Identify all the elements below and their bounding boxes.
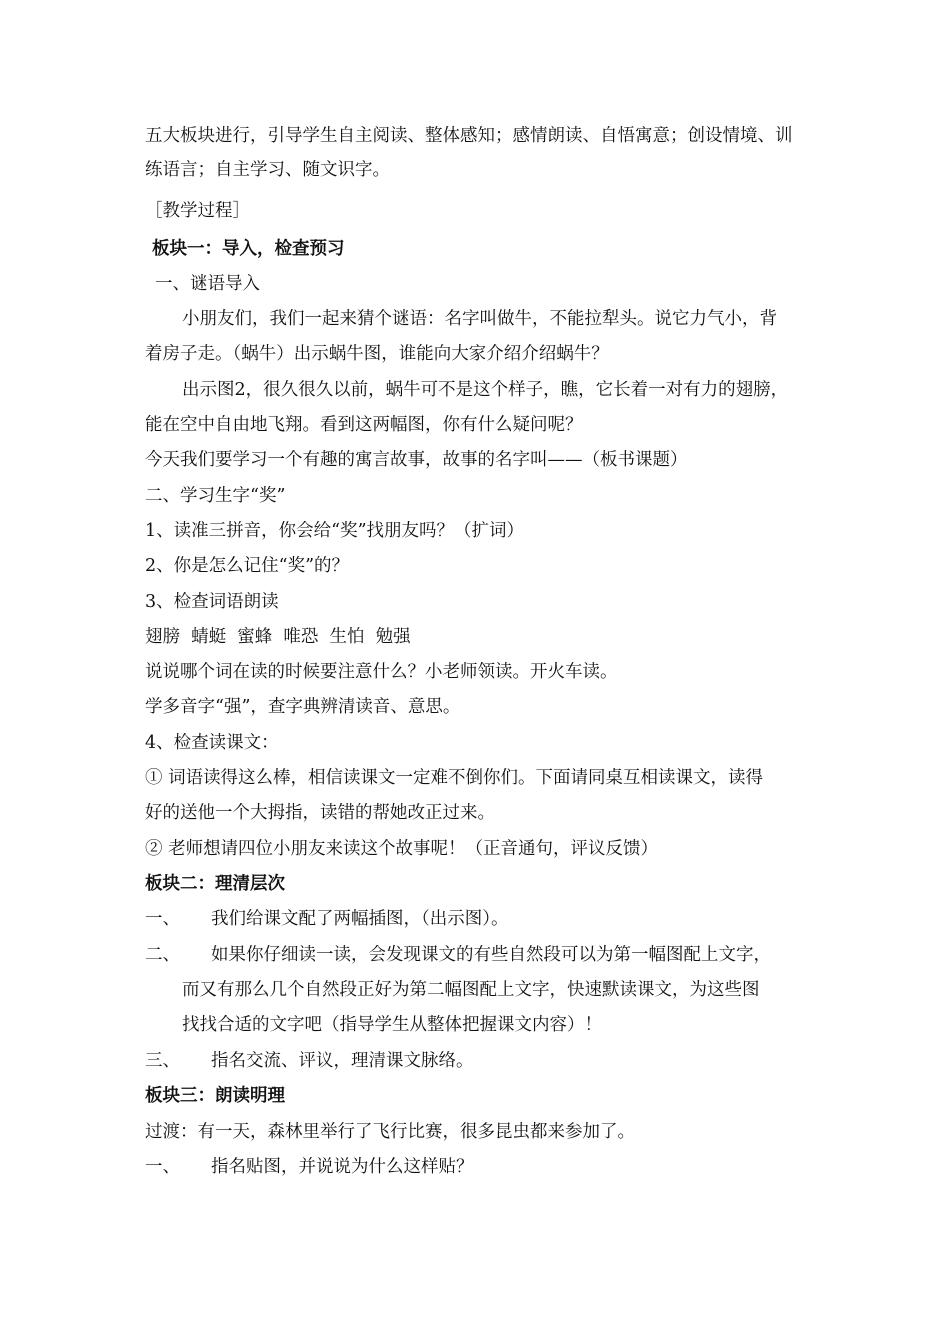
list-number: 三、 bbox=[145, 1051, 180, 1071]
vocabulary-words: 翅膀 蜻蜓 蜜蜂 唯恐 生怕 勉强 bbox=[145, 627, 411, 647]
block1-item1: 1、读准三拼音，你会给“奖”找朋友吗？（扩词） bbox=[145, 521, 525, 541]
intro-line-1: 五大板块进行，引导学生自主阅读、整体感知；感情朗读、自悟寓意；创设情境、训 bbox=[145, 126, 793, 146]
circle1-line-1: ① 词语读得这么棒，相信读课文一定难不倒你们。下面请同桌互相读课文，读得 bbox=[145, 768, 764, 788]
block2-item-3 bbox=[145, 1049, 474, 1073]
block3-transition: 过渡：有一天，森林里举行了飞行比赛，很多昆虫都来参加了。 bbox=[145, 1122, 635, 1142]
block2-heading: 板块二：理清层次 bbox=[145, 874, 285, 894]
list-number: 二、 bbox=[145, 945, 180, 965]
block1-item2: 2、你是怎么记住“奖”的？ bbox=[145, 556, 350, 576]
list-text: 如果你仔细读一读，会发现课文的有些自然段可以为第一幅图配上文字， bbox=[211, 945, 771, 965]
list-number: 一、 bbox=[145, 1157, 180, 1177]
block1-item4: 4、检查读课文： bbox=[145, 733, 279, 753]
block3-item-1 bbox=[145, 1155, 474, 1179]
list-text: 我们给课文配了两幅插图，（出示图）。 bbox=[211, 909, 509, 929]
block1-sub2: 二、学习生字“奖” bbox=[145, 486, 286, 506]
block1-heading: 板块一：导入，检查预习 bbox=[152, 239, 345, 259]
circle2: ② 老师想请四位小朋友来读这个故事呢！（正音通句，评议反馈） bbox=[145, 839, 659, 859]
block2-item-2 bbox=[145, 943, 771, 967]
list-number: 一、 bbox=[145, 909, 180, 929]
block2-item-2-cont-1: 而又有那么几个自然段正好为第二幅图配上文字，快速默读课文，为这些图 bbox=[182, 980, 760, 1000]
vocabulary-note: 说说哪个词在读的时候要注意什么？小老师领读。开火车读。 bbox=[145, 662, 618, 682]
block2-item-2-cont-2: 找找合适的文字吧（指导学生从整体把握课文内容）！ bbox=[182, 1015, 602, 1035]
block1-p2-line-2: 能在空中自由地飞翔。看到这两幅图，你有什么疑问呢？ bbox=[145, 415, 583, 435]
intro-line-2: 练语言；自主学习、随文识字。 bbox=[145, 160, 390, 180]
block3-heading: 板块三：朗读明理 bbox=[145, 1086, 285, 1106]
block1-p3: 今天我们要学习一个有趣的寓言故事，故事的名字叫——（板书课题） bbox=[145, 450, 688, 470]
block2-item-1 bbox=[145, 907, 509, 931]
circle1-line-2: 好的送他一个大拇指，读错的帮她改正过来。 bbox=[145, 803, 495, 823]
list-text: 指名贴图，并说说为什么这样贴？ bbox=[211, 1157, 474, 1177]
block1-item3: 3、检查词语朗读 bbox=[145, 592, 279, 612]
block1-p2-line-1: 出示图2，很久很久以前，蜗牛可不是这个样子，瞧，它长着一对有力的翅膀， bbox=[182, 380, 789, 400]
list-text: 指名交流、评议，理清课文脉络。 bbox=[211, 1051, 474, 1071]
block1-p1-line-2: 着房子走。（蜗牛）出示蜗牛图，谁能向大家介绍介绍蜗牛？ bbox=[145, 344, 609, 364]
block1-p1-line-1: 小朋友们，我们一起来猜个谜语：名字叫做牛，不能拉犁头。说它力气小，背 bbox=[182, 309, 777, 329]
block1-sub1: 一、谜语导入 bbox=[155, 274, 260, 294]
process-heading: ［教学过程］ bbox=[145, 201, 250, 221]
polyphone-note: 学多音字“强”，查字典辨清读音、意思。 bbox=[145, 697, 461, 717]
